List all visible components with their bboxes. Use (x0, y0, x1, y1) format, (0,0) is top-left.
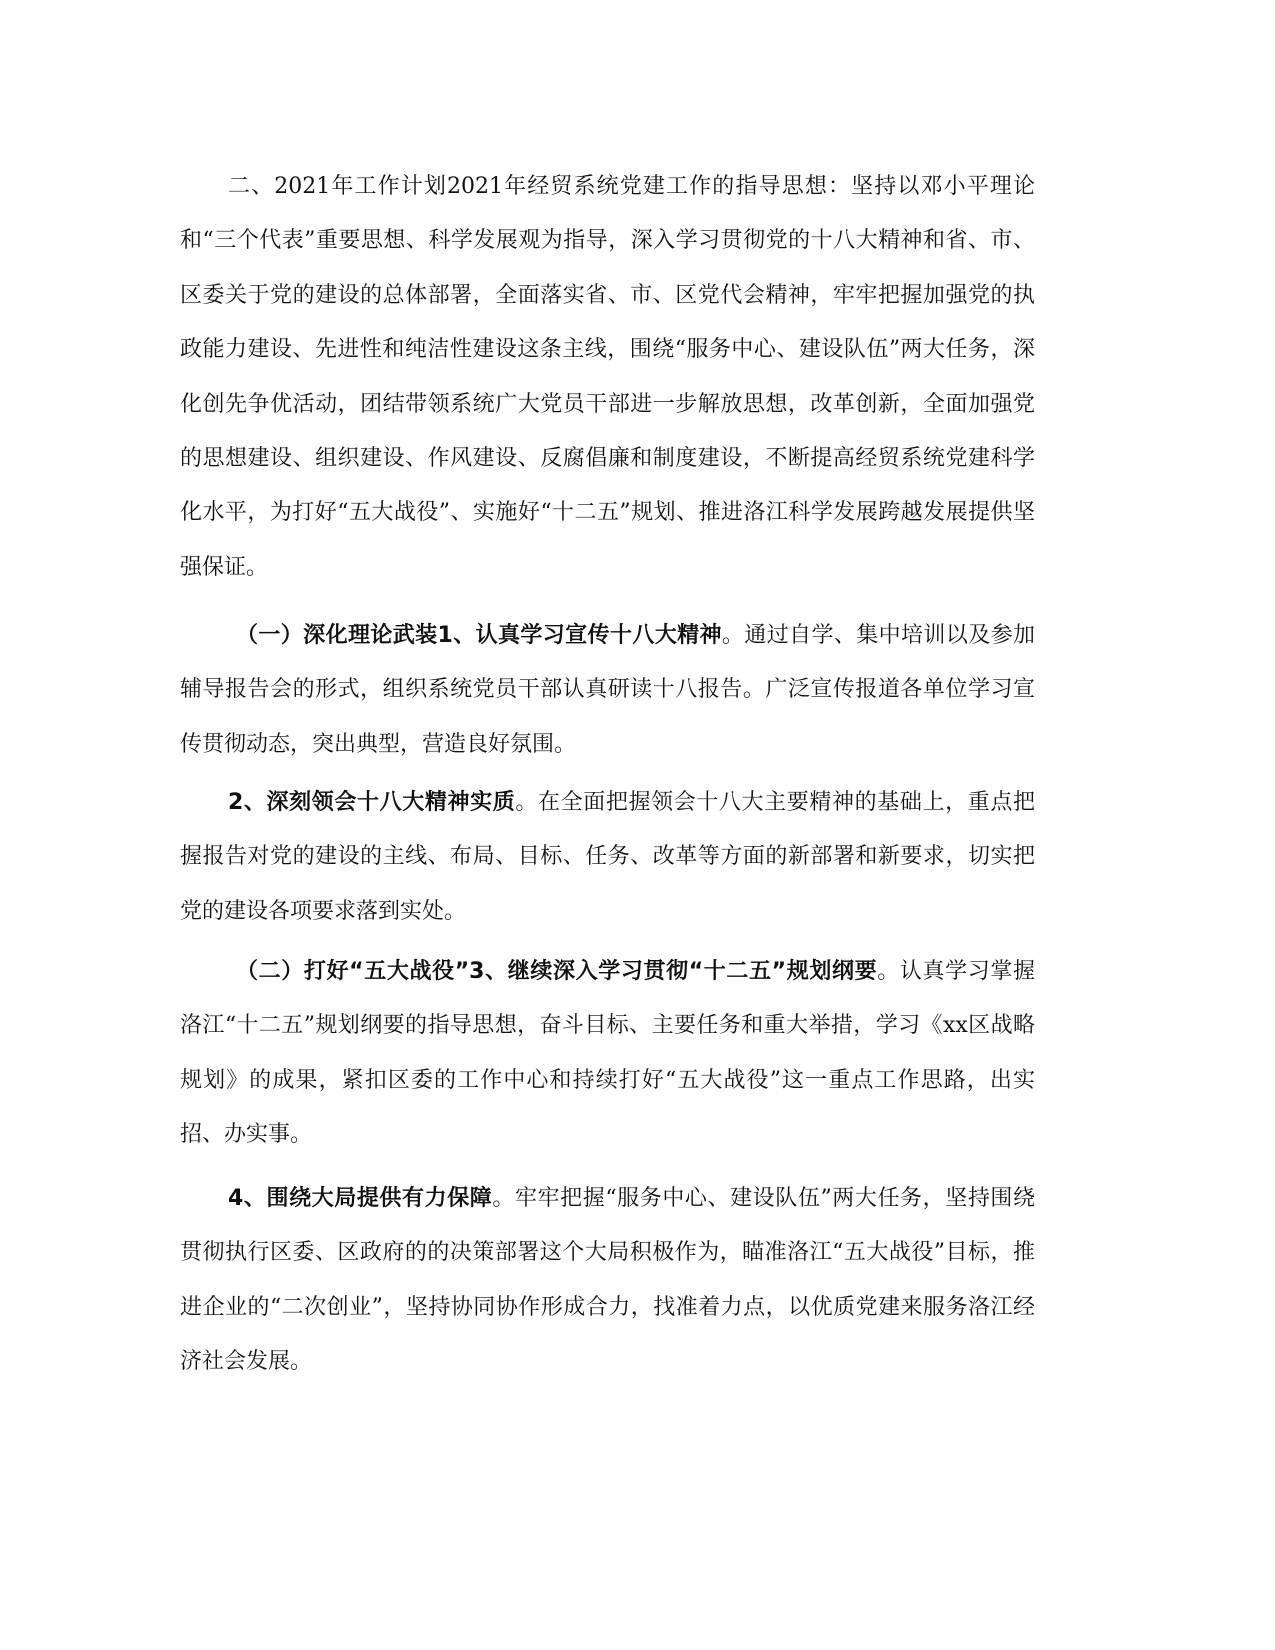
paragraph-heading: 4、围绕大局提供有力保障 (228, 1186, 493, 1211)
paragraph-support-overall (180, 1172, 1035, 1390)
paragraph-text: 二、2021年工作计划2021年经贸系统党建工作的指导思想：坚持以邓小平理论和“三个代表”重要思想、科学发展观为指导，深入学习贯彻党的十八大精神和省、市、区委关于党的建设的总体部署，全面落实省、市、区党代会精神，牢牢把握加强党的执政能力建设、先进性和纯洁性建设这条主线，围绕“服务中心、建设队伍”两大任务，深化创先争优活动，团结带领系统广大党员干部进一步解放思想，改革创新，全面加强党的思想建设、组织建设、作风建设、反腐倡廉和制度建设，不断提高经贸系统党建科学化水平，为打好“五大战役”、实施好“十二五”规划、推进洛江科学发展跨越发展提供坚强保证。 (180, 174, 1035, 580)
paragraph-heading: （一）深化理论武装1、认真学习宣传十八大精神 (236, 623, 722, 648)
paragraph-five-campaigns (180, 945, 1035, 1163)
paragraph-work-plan-guideline (180, 160, 1035, 595)
paragraph-heading: 2、深刻领会十八大精神实质 (228, 790, 516, 815)
paragraph-theory-study (180, 609, 1035, 772)
paragraph-text: 。牢牢把握“服务中心、建设队伍”两大任务，坚持围绕贯彻执行区委、区政府的的决策部署这个大局积极作为，瞄准洛江“五大战役”目标，推进企业的“二次创业”，坚持协同协作形成合力，找准着力点，以优质党建来服务洛江经济社会发展。 (180, 1186, 1035, 1375)
paragraph-text: 。在全面把握领会十八大主要精神的基础上，重点把握报告对党的建设的主线、布局、目标、任务、改革等方面的新部署和新要求，切实把党的建设各项要求落到实处。 (180, 790, 1035, 924)
paragraph-text: 。认真学习掌握洛江“十二五”规划纲要的指导思想，奋斗目标、主要任务和重大举措，学习《xx区战略规划》的成果，紧扣区委的工作中心和持续打好“五大战役”这一重点工作思路，出实招、办实事。 (180, 959, 1035, 1148)
paragraph-spirit-essence (180, 776, 1035, 939)
paragraph-heading: （二）打好“五大战役”3、继续深入学习贯彻“十二五”规划纲要 (236, 959, 878, 984)
paragraph-text: 。通过自学、集中培训以及参加辅导报告会的形式，组织系统党员干部认真研读十八报告。广泛宣传报道各单位学习宣传贯彻动态，突出典型，营造良好氛围。 (180, 623, 1035, 757)
